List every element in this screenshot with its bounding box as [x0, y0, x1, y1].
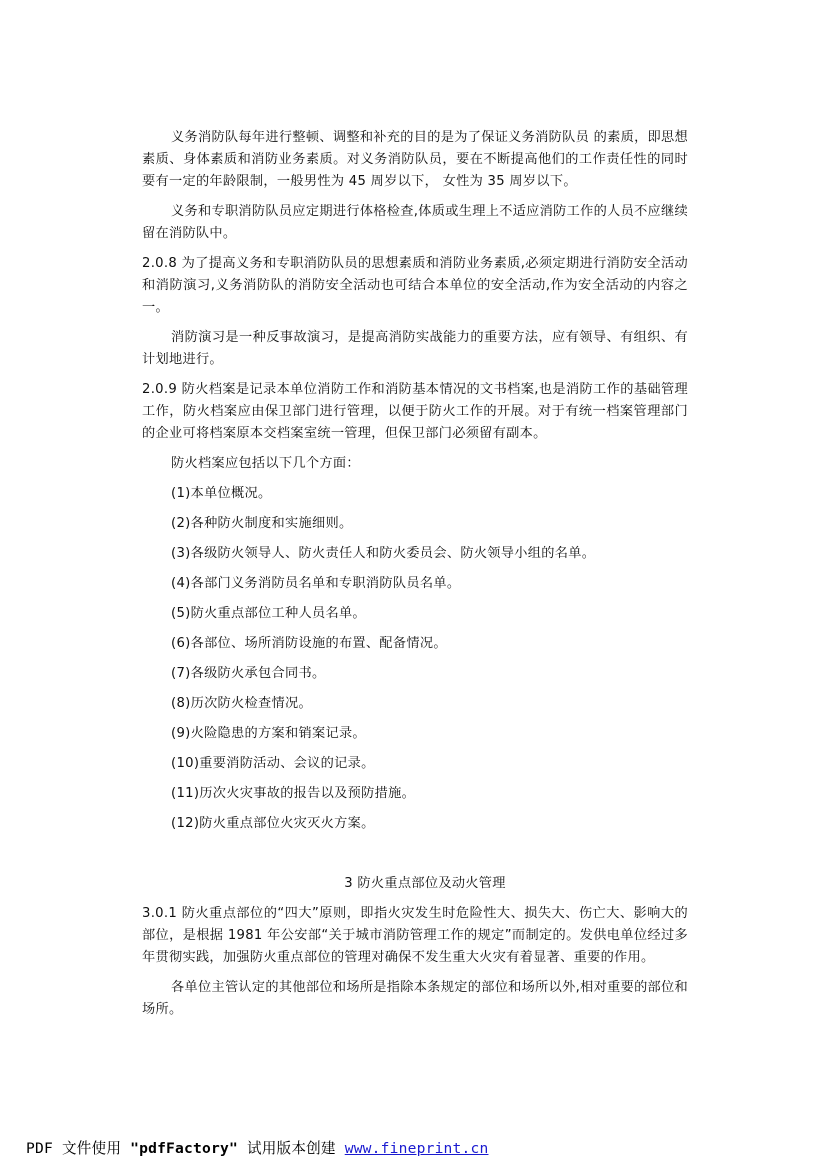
list-item: (3)各级防火领导人、防火责任人和防火委员会、防火领导小组的名单。 [171, 546, 596, 561]
paragraph-clause-3-0-1: 3.0.1 防火重点部位的“四大”原则，即指火灾发生时危险性大、损失大、伤亡大、影响大的部位，是根据 1981 年公安部“关于城市消防管理工作的规定”而制定的。发供电单位经过多年贯彻实践，加强防火重点部位的管理对确保不发生重大火灾有着显著、重要的作用。 [142, 906, 688, 965]
section-heading: 3 防火重点部位及动火管理 [344, 876, 506, 891]
list-item: (11)历次火灾事故的报告以及预防措施。 [171, 786, 416, 801]
paragraph-clause-2-0-9: 2.0.9 防火档案是记录本单位消防工作和消防基本情况的文书档案,也是消防工作的基础管理工作，防火档案应由保卫部门进行管理，以便于防火工作的开展。对于有统一档案管理部门的企业可将档案原本交档案室统一管理，但保卫部门必须留有副本。 [142, 382, 688, 441]
paragraph-archive-contents-intro: 防火档案应包括以下几个方面： [171, 456, 360, 471]
list-item: (9)火险隐患的方案和销案记录。 [171, 726, 366, 741]
document-body [142, 127, 688, 1029]
list-item: (7)各级防火承包合同书。 [171, 666, 326, 681]
list-item: (10)重要消防活动、会议的记录。 [171, 756, 375, 771]
paragraph-physical-exam: 义务和专职消防队员应定期进行体格检查,体质或生理上不适应消防工作的人员不应继续留在消防队中。 [142, 204, 689, 241]
paragraph-volunteer-team-renewal: 义务消防队每年进行整顿、调整和补充的目的是为了保证义务消防队员 的素质，即思想素质、身体素质和消防业务素质。对义务消防队员，要在不断提高他们的工作责任性的同时要有一定的年龄限制，一般男性为 45 周岁以下， 女性为 35 周岁以下。 [142, 130, 689, 189]
list-item: (6)各部位、场所消防设施的布置、配备情况。 [171, 636, 447, 651]
footer-product-name: "pdfFactory" [130, 1140, 238, 1157]
list-item: (12)防火重点部位火灾灭火方案。 [171, 816, 375, 831]
list-item: (1)本单位概况。 [171, 486, 272, 501]
fineprint-link[interactable]: www.fineprint.cn [344, 1140, 489, 1157]
footer-middle: 试用版本创建 [237, 1140, 345, 1157]
list-item: (5)防火重点部位工种人员名单。 [171, 606, 366, 621]
list-item: (4)各部门义务消防员名单和专职消防队员名单。 [171, 576, 461, 591]
paragraph-other-locations: 各单位主管认定的其他部位和场所是指除本条规定的部位和场所以外,相对重要的部位和场所。 [142, 980, 689, 1017]
archive-contents-list [142, 483, 688, 835]
paragraph-fire-drill: 消防演习是一种反事故演习，是提高消防实战能力的重要方法，应有领导、有组织、有计划地进行。 [142, 330, 688, 367]
list-item: (2)各种防火制度和实施细则。 [171, 516, 353, 531]
list-item: (8)历次防火检查情况。 [171, 696, 312, 711]
pdf-watermark-footer [26, 1137, 488, 1158]
footer-prefix: PDF 文件使用 [26, 1140, 131, 1157]
paragraph-clause-2-0-8: 2.0.8 为了提高义务和专职消防队员的思想素质和消防业务素质,必须定期进行消防安全活动和消防演习,义务消防队的消防安全活动也可结合本单位的安全活动,作为安全活动的内容之一。 [142, 256, 688, 315]
